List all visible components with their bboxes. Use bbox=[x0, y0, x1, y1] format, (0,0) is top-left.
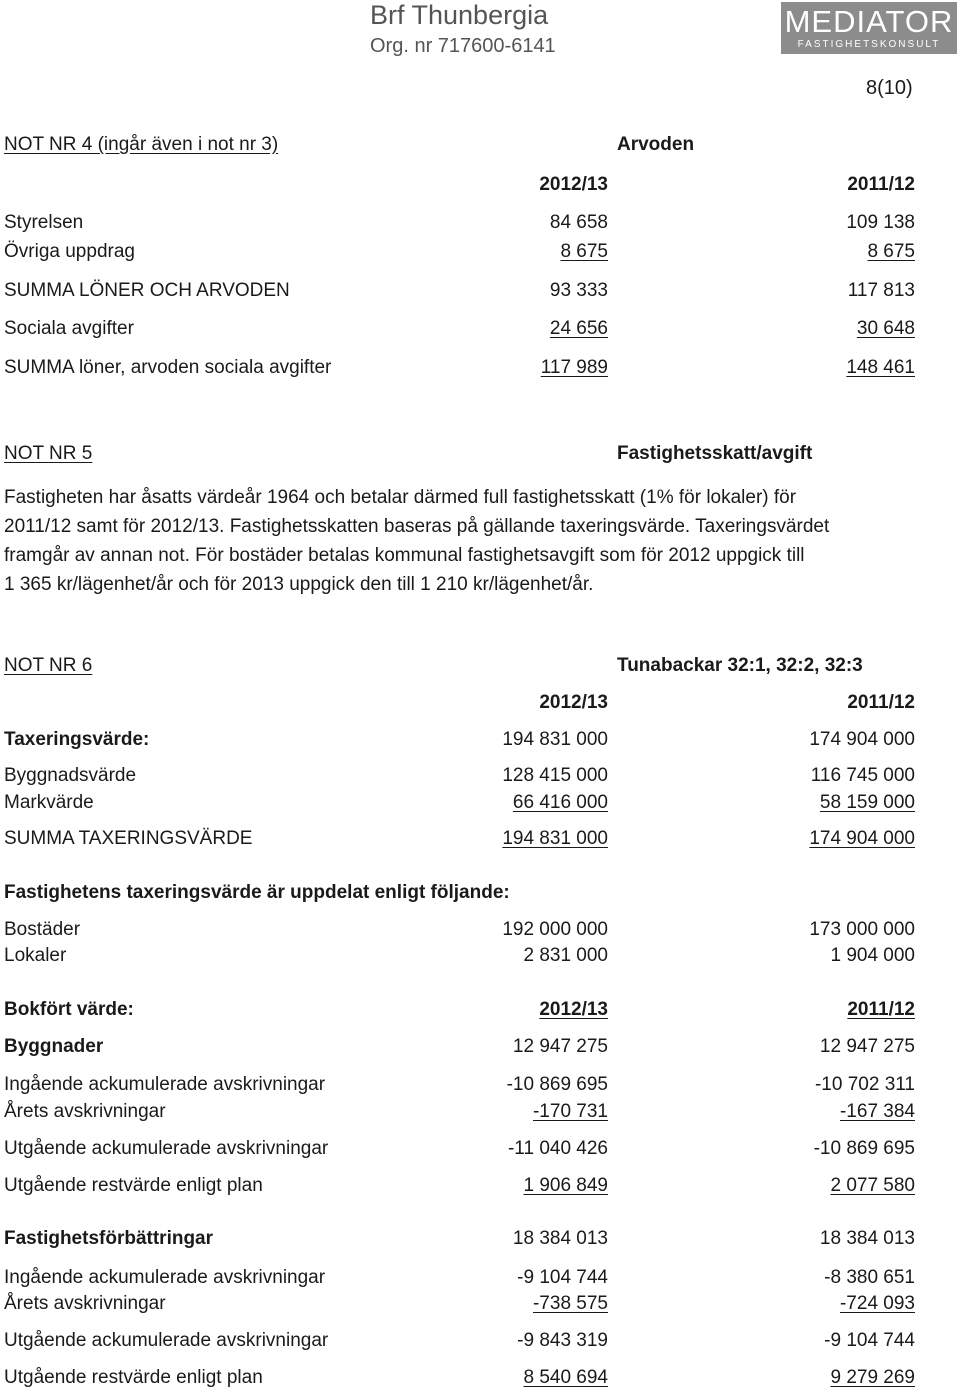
improvements-rest-v1: 8 540 694 bbox=[523, 1367, 608, 1388]
improvements-acc-in-v1: -9 104 744 bbox=[517, 1267, 608, 1288]
note4-row-label: SUMMA löner, arvoden sociala avgifter bbox=[4, 357, 332, 378]
note4-row-v1: 24 656 bbox=[549, 318, 608, 339]
book-value-label: Bokfört värde: bbox=[4, 999, 134, 1020]
note4-row-v2: 148 461 bbox=[846, 357, 915, 378]
housing-label: Bostäder bbox=[4, 919, 81, 940]
note4-subtitle: Arvoden bbox=[617, 134, 695, 155]
organisation-number: Org. nr 717600-6141 bbox=[370, 35, 556, 57]
improvements-acc-in-v2: -8 380 651 bbox=[824, 1267, 915, 1288]
note6-col1-header: 2012/13 bbox=[539, 692, 608, 713]
tax-value-v2: 174 904 000 bbox=[809, 729, 915, 750]
note4-title: NOT NR 4 (ingår även i not nr 3) bbox=[4, 134, 279, 155]
building-value-v2: 116 745 000 bbox=[810, 765, 915, 786]
paragraph-line: framgår av annan not. För bostäder betalas kommunal fastighetsavgift som för 2012 uppgick till bbox=[4, 545, 805, 566]
premises-label: Lokaler bbox=[4, 945, 67, 966]
note6-col2-header: 2011/12 bbox=[847, 692, 915, 713]
improvements-dep-v1: -738 575 bbox=[532, 1293, 608, 1314]
tax-value-label: Taxeringsvärde: bbox=[4, 729, 150, 750]
building-value-label: Byggnadsvärde bbox=[4, 765, 137, 786]
note4-col1-header: 2012/13 bbox=[539, 174, 608, 195]
note4-row-v2: 30 648 bbox=[856, 318, 915, 339]
building-value-v1: 128 415 000 bbox=[502, 765, 608, 786]
book-col2-header: 2011/12 bbox=[847, 999, 915, 1020]
buildings-acc-in-label: Ingående ackumulerade avskrivningar bbox=[4, 1074, 326, 1095]
buildings-dep-v1: -170 731 bbox=[532, 1101, 608, 1122]
housing-v2: 173 000 000 bbox=[809, 919, 915, 940]
note4-row-v2: 117 813 bbox=[847, 280, 915, 301]
improvements-acc-out-label: Utgående ackumulerade avskrivningar bbox=[4, 1330, 329, 1351]
improvements-rest-label: Utgående restvärde enligt plan bbox=[4, 1367, 263, 1388]
tax-sum-v2: 174 904 000 bbox=[809, 828, 915, 849]
note4-row-label: Sociala avgifter bbox=[4, 318, 134, 339]
buildings-acc-in-v1: -10 869 695 bbox=[506, 1074, 608, 1095]
note4-col2-header: 2011/12 bbox=[847, 174, 915, 195]
buildings-rest-label: Utgående restvärde enligt plan bbox=[4, 1175, 263, 1196]
buildings-label: Byggnader bbox=[4, 1036, 104, 1057]
land-value-v2: 58 159 000 bbox=[819, 792, 915, 813]
buildings-v2: 12 947 275 bbox=[819, 1036, 915, 1057]
land-value-v1: 66 416 000 bbox=[512, 792, 608, 813]
improvements-dep-v2: -724 093 bbox=[839, 1293, 915, 1314]
note4-row-v2: 109 138 bbox=[846, 212, 915, 233]
tax-value-v1: 194 831 000 bbox=[502, 729, 608, 750]
note4-row-label: Övriga uppdrag bbox=[4, 241, 135, 262]
land-value-label: Markvärde bbox=[4, 792, 94, 813]
improvements-acc-out-v2: -9 104 744 bbox=[824, 1330, 915, 1351]
note4-row-v1: 93 333 bbox=[549, 280, 608, 301]
note5-subtitle: Fastighetsskatt/avgift bbox=[617, 443, 813, 464]
buildings-acc-out-label: Utgående ackumulerade avskrivningar bbox=[4, 1138, 329, 1159]
paragraph-line: 1 365 kr/lägenhet/år och för 2013 uppgick den till 1 210 kr/lägenhet/år. bbox=[4, 574, 594, 595]
premises-v2: 1 904 000 bbox=[830, 945, 915, 966]
note5-title: NOT NR 5 bbox=[4, 443, 93, 464]
note6-title: NOT NR 6 bbox=[4, 655, 93, 676]
improvements-rest-v2: 9 279 269 bbox=[830, 1367, 915, 1388]
buildings-acc-out-v2: -10 869 695 bbox=[813, 1138, 915, 1159]
improvements-v1: 18 384 013 bbox=[512, 1228, 608, 1249]
buildings-rest-v2: 2 077 580 bbox=[830, 1175, 915, 1196]
premises-v1: 2 831 000 bbox=[523, 945, 608, 966]
note4-row-v1: 84 658 bbox=[549, 212, 608, 233]
logo-main-text: MEDIATOR bbox=[784, 4, 954, 39]
association-name: Brf Thunbergia bbox=[370, 0, 549, 30]
buildings-rest-v1: 1 906 849 bbox=[523, 1175, 608, 1196]
housing-v1: 192 000 000 bbox=[502, 919, 608, 940]
note4-row-label: SUMMA LÖNER OCH ARVODEN bbox=[4, 280, 290, 301]
improvements-label: Fastighetsförbättringar bbox=[4, 1228, 214, 1249]
buildings-v1: 12 947 275 bbox=[512, 1036, 608, 1057]
improvements-dep-label: Årets avskrivningar bbox=[4, 1293, 166, 1314]
logo-sub-text: FASTIGHETSKONSULT bbox=[797, 39, 941, 50]
buildings-dep-label: Årets avskrivningar bbox=[4, 1101, 166, 1122]
buildings-acc-out-v1: -11 040 426 bbox=[507, 1138, 608, 1159]
note4-row-v1: 8 675 bbox=[560, 241, 608, 262]
tax-sum-label: SUMMA TAXERINGSVÄRDE bbox=[4, 828, 253, 849]
paragraph-line: 2011/12 samt för 2012/13. Fastighetsskatten baseras på gällande taxeringsvärde. Taxeringsvärdet bbox=[4, 516, 830, 537]
tax-sum-v1: 194 831 000 bbox=[502, 828, 608, 849]
note4-row-v2: 8 675 bbox=[867, 241, 915, 262]
mediator-logo bbox=[781, 2, 957, 54]
note5-paragraph bbox=[4, 483, 924, 599]
note6-subtitle: Tunabackar 32:1, 32:2, 32:3 bbox=[617, 655, 863, 676]
paragraph-line: Fastigheten har åsatts värdeår 1964 och betalar därmed full fastighetsskatt (1% för lokaler) för bbox=[4, 487, 797, 508]
tax-split-heading: Fastighetens taxeringsvärde är uppdelat enligt följande: bbox=[4, 882, 510, 903]
page-number: 8(10) bbox=[866, 77, 913, 99]
improvements-v2: 18 384 013 bbox=[819, 1228, 915, 1249]
book-col1-header: 2012/13 bbox=[539, 999, 608, 1020]
buildings-dep-v2: -167 384 bbox=[839, 1101, 915, 1122]
note4-row-label: Styrelsen bbox=[4, 212, 84, 233]
note4-row-v1: 117 989 bbox=[540, 357, 608, 378]
buildings-acc-in-v2: -10 702 311 bbox=[814, 1074, 915, 1095]
improvements-acc-out-v1: -9 843 319 bbox=[517, 1330, 608, 1351]
improvements-acc-in-label: Ingående ackumulerade avskrivningar bbox=[4, 1267, 326, 1288]
